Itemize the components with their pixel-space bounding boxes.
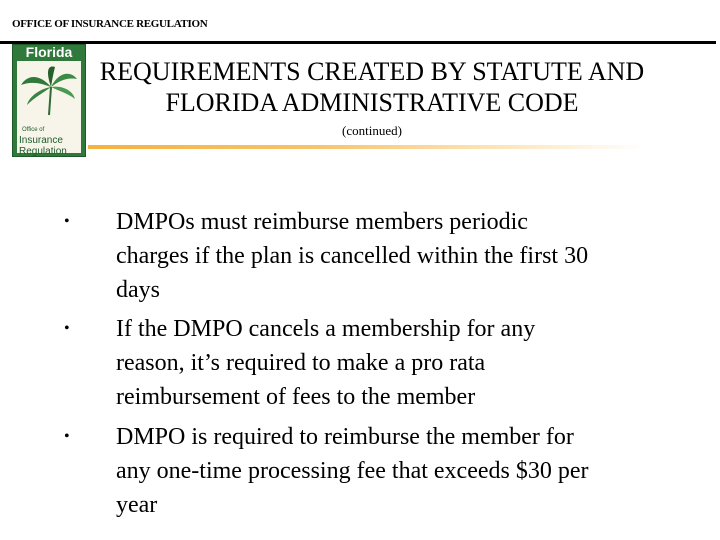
bullet-line: any one-time processing fee that exceeds $30 per: [116, 458, 589, 484]
header-label: OFFICE OF INSURANCE REGULATION: [12, 18, 208, 30]
header-divider: [0, 41, 716, 44]
accent-divider: [88, 145, 648, 149]
slide-subtitle: (continued): [342, 123, 402, 138]
bullet-marker: •: [64, 320, 70, 337]
bullet-line: reason, it’s required to make a pro rata: [116, 350, 486, 376]
logo-florida-text: Florida: [25, 44, 73, 60]
bullet-line: charges if the plan is cancelled within the first 30: [116, 243, 589, 269]
logo-office-of-text: Office of: [22, 127, 45, 133]
bullet-marker: •: [64, 213, 70, 230]
palm-leaf-icon: [19, 65, 79, 117]
slide-title-line-1: REQUIREMENTS CREATED BY STATUTE AND: [99, 57, 645, 86]
bullet-text: [116, 312, 672, 414]
bullet-marker: •: [64, 428, 70, 445]
slide-title: [72, 56, 672, 118]
bullet-line: If the DMPO cancels a membership for any: [116, 316, 536, 342]
bullet-line: days: [116, 277, 160, 303]
bullet-text: [116, 420, 672, 522]
bullet-text: [116, 205, 672, 307]
bullet-line: DMPO is required to reimburse the member for: [116, 424, 574, 450]
bullet-line: DMPOs must reimburse members periodic: [116, 209, 528, 235]
bullet-line: year: [116, 492, 158, 518]
slide-title-line-2: FLORIDA ADMINISTRATIVE CODE: [165, 88, 579, 117]
logo-regulation-text: Regulation: [19, 146, 67, 157]
logo-insurance-text: Insurance: [19, 135, 63, 146]
bullet-line: reimbursement of fees to the member: [116, 384, 476, 410]
logo-main-text: [19, 135, 79, 157]
